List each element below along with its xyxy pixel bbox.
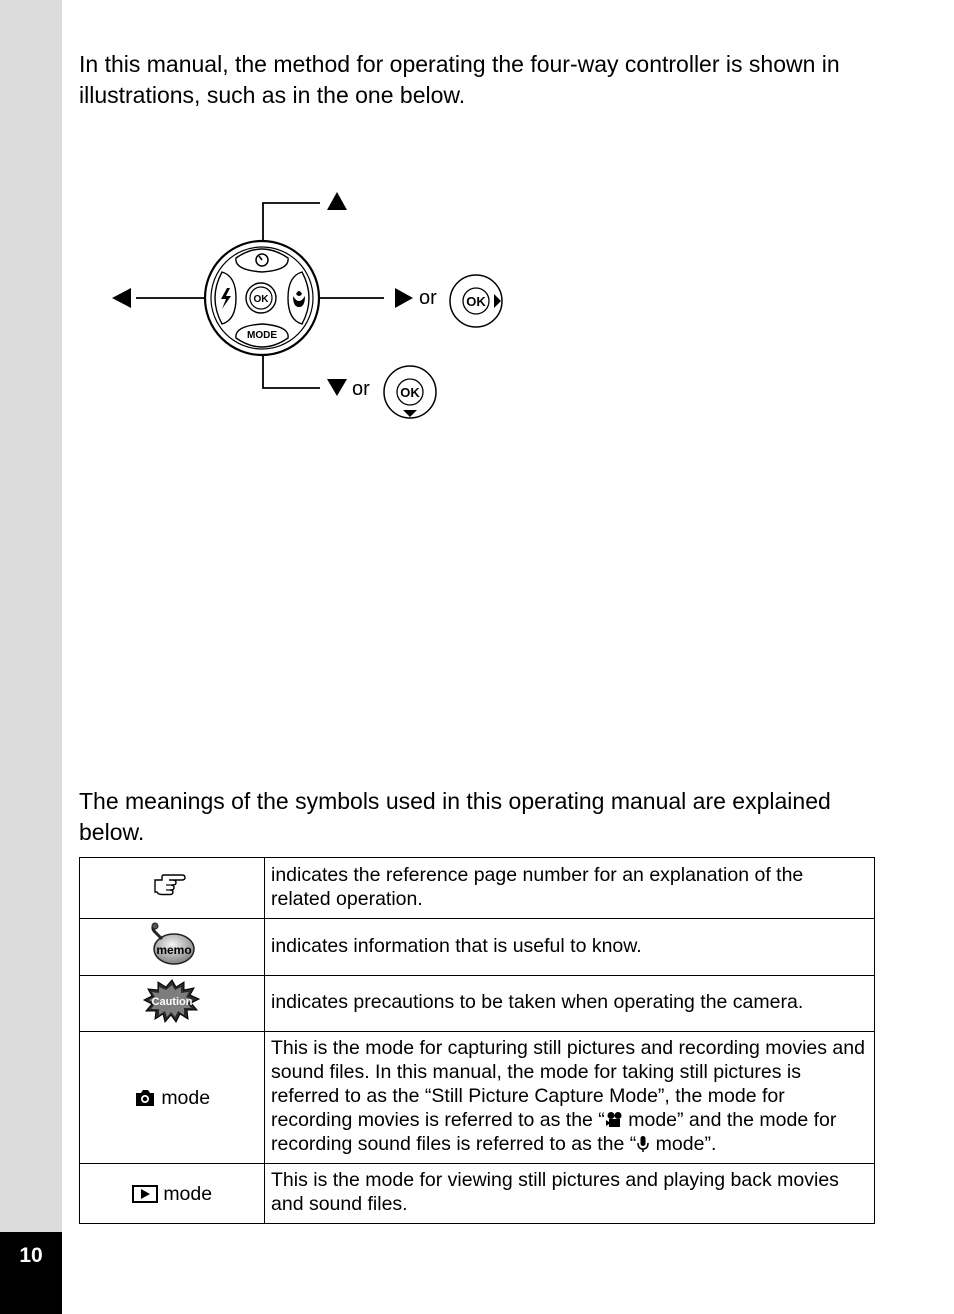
capture-mode-text-part3: mode”. — [650, 1133, 717, 1155]
caution-icon — [141, 978, 203, 1024]
symbol-cell — [80, 858, 265, 919]
ok-right-label: OK — [466, 294, 486, 309]
capture-mode-text-part1: This is the mode for capturing still pictures and recording movies and sound files. In this manual, the mode for taking still pictures is referred to as the “Still Picture Capture Mode”, the mode for recording movies is referred to as the “ — [271, 1037, 865, 1131]
playback-icon — [132, 1185, 158, 1203]
table-row — [80, 858, 875, 919]
symbol-cell — [80, 1164, 265, 1224]
description-cell: indicates information that is useful to know. — [265, 919, 875, 976]
or-right-label: or — [419, 287, 437, 309]
symbol-cell — [80, 919, 265, 976]
four-way-controller-diagram — [100, 180, 520, 430]
description-cell: This is the mode for viewing still pictures and playing back movies and sound files. — [265, 1164, 875, 1224]
left-arrow-icon — [112, 288, 131, 308]
description-cell: indicates the reference page number for an explanation of the related operation. — [265, 858, 875, 919]
memo-icon-label: memo — [156, 943, 192, 957]
side-strip — [0, 0, 62, 1232]
or-down-label: or — [352, 378, 370, 400]
pointing-hand-icon — [152, 873, 192, 897]
table-row — [80, 1164, 875, 1224]
table-row — [80, 1032, 875, 1164]
down-arrow-icon — [327, 379, 347, 396]
memo-icon — [142, 920, 202, 968]
up-arrow-icon — [327, 192, 347, 210]
description-cell — [265, 1032, 875, 1164]
table-row — [80, 919, 875, 976]
microphone-icon — [636, 1135, 650, 1153]
capture-mode-text-part2: mode” and the mode for recording sound files is referred to as the “ — [271, 1109, 837, 1155]
page-number: 10 — [19, 1244, 43, 1267]
capture-mode-label: mode — [161, 1086, 211, 1109]
symbol-cell — [80, 1032, 265, 1164]
movie-icon — [605, 1111, 623, 1129]
table-row — [80, 976, 875, 1032]
caution-icon-label: Caution — [151, 995, 193, 1008]
symbol-cell — [80, 976, 265, 1032]
ok-center-label: OK — [253, 294, 269, 305]
description-cell: indicates precautions to be taken when operating the camera. — [265, 976, 875, 1032]
mode-key-label: MODE — [247, 330, 277, 341]
camera-icon — [134, 1089, 156, 1107]
playback-mode-label: mode — [163, 1182, 213, 1205]
symbols-table — [79, 857, 875, 1224]
symbols-intro-paragraph: The meanings of the symbols used in this operating manual are explained below. — [79, 788, 831, 845]
ok-down-label: OK — [400, 385, 420, 400]
intro-paragraph: In this manual, the method for operating the four-way controller is shown in illustrations, such as in the one below. — [79, 51, 840, 108]
right-arrow-icon — [395, 288, 413, 308]
